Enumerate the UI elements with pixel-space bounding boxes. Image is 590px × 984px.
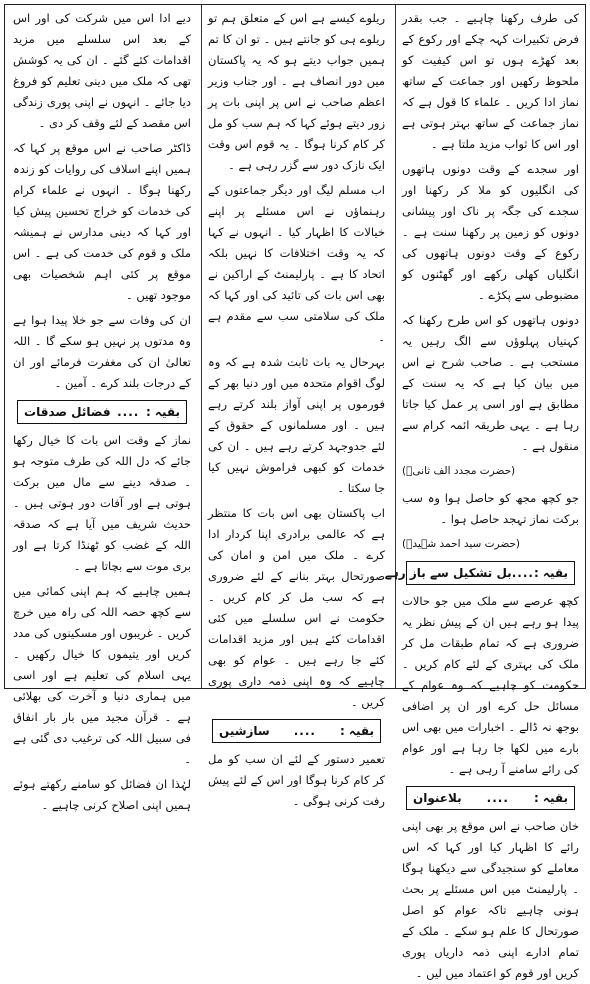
- newspaper-page: [4, 4, 586, 980]
- continuation-heading-box: [406, 786, 575, 810]
- quote-attribution: (حضرت مجدد الف ثانیؒ): [402, 465, 516, 477]
- article-paragraph: دیے ادا اس میں شرکت کی اور اس کے بعد اس سلسلے میں مزید اقدامات کئے گئے ۔ ان کی یہ کوشش تھی کہ ملک میں دینی تعلیم کو فروغ دیا جائے ۔ انہوں نے اپنی پوری زندگی اس مقصد کے لئے وقف کر دی ۔: [13, 11, 191, 130]
- dot-leader: ....: [293, 724, 316, 738]
- continuation-title: فضائل صدقات: [24, 405, 111, 419]
- article-paragraph: ڈاکٹر صاحب نے اس موقع پر کہا کہ ہمیں اپنے اسلاف کی روایات کو زندہ رکھنا ہوگا ۔ انہوں نے علماء کرام کی خدمات کو خراج تحسین پیش کیا اور کہا کہ دینی مدارس نے ہمیشہ ملک و قوم کی خدمت کی ہے ۔ اس موقع پر کئی اہم شخصیات بھی موجود تھیں ۔: [13, 141, 191, 302]
- column-middle: [201, 5, 391, 808]
- dot-leader: ....: [486, 791, 509, 805]
- continuation-title: سازشیں: [219, 724, 270, 738]
- article-paragraph: تعمیر دستور کے لئے ان سب کو مل کر کام کرنا ہوگا اور اس کے لئے پیش رفت کرنی ہوگی ۔: [208, 752, 385, 808]
- article-paragraph: ہمیں چاہیے کہ ہم اپنی کمائی میں سے کچھ حصہ اللہ کی راہ میں خرچ کریں ۔ غریبوں اور مسکینوں کی مدد کریں اور یتیموں کا خیال رکھیں ۔ یہی اسلام کی تعلیم ہے اور اسی میں ہماری دنیا و آخرت کی بھلائی ہے ۔ قرآن مجید میں بار بار انفاق فی سبیل اللہ کی ترغیب دی گئی ہے ۔: [13, 584, 191, 766]
- column-right: [384, 5, 585, 980]
- article-paragraph: نماز کے وقت اس بات کا خیال رکھا جائے کہ دل اللہ کی طرف متوجہ ہو ۔ صدقہ دینے سے مال میں برکت ہوتی ہے اور آفات دور ہوتی ہیں ۔ حدیث شریف میں آیا ہے کہ صدقہ اللہ کے غضب کو ٹھنڈا کرتا ہے اور بری موت سے بچاتا ہے ۔: [13, 433, 191, 573]
- continuation-label: بقیہ :: [533, 791, 568, 805]
- article-paragraph: کچھ عرصے سے ملک میں جو حالات پیدا ہو رہے ہیں ان کے پیش نظر یہ ضروری ہے کہ تمام طبقات مل کر ملک کی بہتری کے لئے کام کریں ۔ حکومت کو چاہیے کہ وہ عوام کے مسائل حل کرے اور ان پر اضافی بوجھ نہ ڈالے ۔ اخبارات میں بھی اس بارے میں لکھا جا رہا ہے اور عوام کی رائے سامنے آ رہی ہے ۔: [402, 594, 579, 776]
- continuation-title: بل تشکیل سے باز رہے: [384, 566, 512, 580]
- article-paragraph: جو کچھ مجھ کو حاصل ہوا وہ سب برکت نماز تہجد حاصل ہوا ۔: [402, 491, 579, 526]
- continuation-label: بقیہ :: [339, 724, 374, 738]
- article-paragraph: اب پاکستان بھی اس بات کا منتظر ہے کہ عالمی برادری اپنا کردار ادا کرے ۔ ملک میں امن و امان کی صورتحال بہتر بنانے کے لئے ضروری ہے کہ سب مل کر کام کریں ۔ حکومت نے اس سلسلے میں کئی اقدامات کئے ہیں اور مزید اقدامات کئے جا رہے ہیں ۔ عوام کو بھی چاہیے کہ وہ اپنی ذمہ داری پوری کریں ۔: [208, 506, 385, 709]
- article-paragraph: کی طرف رکھنا چاہیے ۔ جب بقدر فرض تکبیرات کہہ چکے اور رکوع کے بعد کھڑے ہوں تو اس کیفیت کو ملحوظ رکھیں اور جماعت کے ساتھ نماز ادا کریں ۔ علماء کا قول ہے کہ نماز جماعت کے ساتھ بہتر ہوتی ہے اور اس کا ثواب مزید ملتا ہے ۔: [402, 11, 579, 151]
- continuation-heading-box: [17, 400, 187, 424]
- article-paragraph: ریلوے کیسے ہے اس کے متعلق ہم تو ریلوے ہی کو جانتے ہیں ۔ تو ان کا تم ہمیں جواب دیتے ہو کہ یہ پاکستان میں دور انصاف ہے ۔ اور جناب وزیر اعظم صاحب نے اس پر اپنی بات پر زور دیتے ہوئے کہا کہ ہم سب کو مل کر کام کرنا ہوگا ۔ یہ قوم اس وقت ایک نازک دور سے گزر رہی ہے ۔: [208, 11, 385, 172]
- dot-leader: ....: [117, 405, 140, 419]
- article-paragraph: لہٰذا ان فضائل کو سامنے رکھتے ہوئے ہمیں اپنی اصلاح کرنی چاہیے ۔: [13, 777, 191, 812]
- continuation-heading-box: [384, 561, 575, 585]
- article-paragraph: ان کی وفات سے جو خلا پیدا ہوا ہے وہ مدتوں پر نہیں ہو سکے گا ۔ اللہ تعالیٰ ان کی مغفرت فرمائے اور ان کے درجات بلند کرے ۔ آمین ۔: [13, 313, 191, 390]
- article-paragraph: خان صاحب نے اس موقع پر بھی اپنی رائے کا اظہار کیا اور کہا کہ اس معاملے کو سنجیدگی سے دیکھنا ہوگا ۔ پارلیمنٹ میں اس مسئلے پر بحث ہونی چاہیے تاکہ عوام کو اصل صورتحال کا علم ہو سکے ۔ ملک کے تمام ادارے اپنی ذمہ داریاں پوری کریں اور قوم کو اعتماد میں لیں ۔: [402, 819, 579, 980]
- article-paragraph: بہرحال یہ بات ثابت شدہ ہے کہ وہ لوگ اقوام متحدہ میں اور دنیا بھر کے فورموں پر اپنی آواز بلند کرتے رہے ہیں ۔ اور مسلمانوں کے حقوق کے لئے جدوجہد کرتے رہے ہیں ۔ ان کی خدمات کو کبھی فراموش نہیں کیا جا سکتا ۔: [208, 355, 385, 495]
- continuation-title: بلاعنوان: [413, 791, 462, 805]
- continuation-label: بقیہ :: [145, 405, 180, 419]
- continuation-label: بقیہ :: [533, 566, 568, 580]
- dot-leader: ....: [511, 566, 534, 580]
- continuation-heading-box: [212, 719, 381, 743]
- article-paragraph: دونوں ہاتھوں کو اس طرح رکھنا کہ کہنیاں پہلوؤں سے الگ رہیں یہ مستحب ہے ۔ صاحب شرح نے اس میں بیان کیا ہے کہ یہ سنت کے مطابق ہے اور اسی پر عمل کیا جاتا رہا ہے ۔ یہی طریقہ ائمہ کرام سے منقول ہے ۔: [402, 313, 579, 453]
- article-paragraph: اب مسلم لیگ اور دیگر جماعتوں کے رہنماؤں نے اس مسئلے پر اپنے خیالات کا اظہار کیا ۔ انہوں نے کہا کہ یہ وقت اختلافات کا نہیں بلکہ اتحاد کا ہے ۔ پارلیمنٹ کے اراکین نے بھی اس بات کی تائید کی اور کہا کہ ملک کی سلامتی سب سے مقدم ہے ۔: [208, 183, 385, 344]
- column-left: [7, 5, 197, 812]
- quote-attribution: (حضرت سید احمد شہیدؒ): [402, 538, 521, 550]
- article-paragraph: اور سجدے کے وقت دونوں ہاتھوں کی انگلیوں کو ملا کر رکھنا اور سجدے کی جگہ پر ناک اور پیشانی دونوں کو زمین پر رکھنا سنت ہے ۔ رکوع کے وقت دونوں ہاتھوں کی انگلیاں کھلی رکھے اور گھٹنوں کو مضبوطی سے پکڑے ۔: [402, 162, 579, 302]
